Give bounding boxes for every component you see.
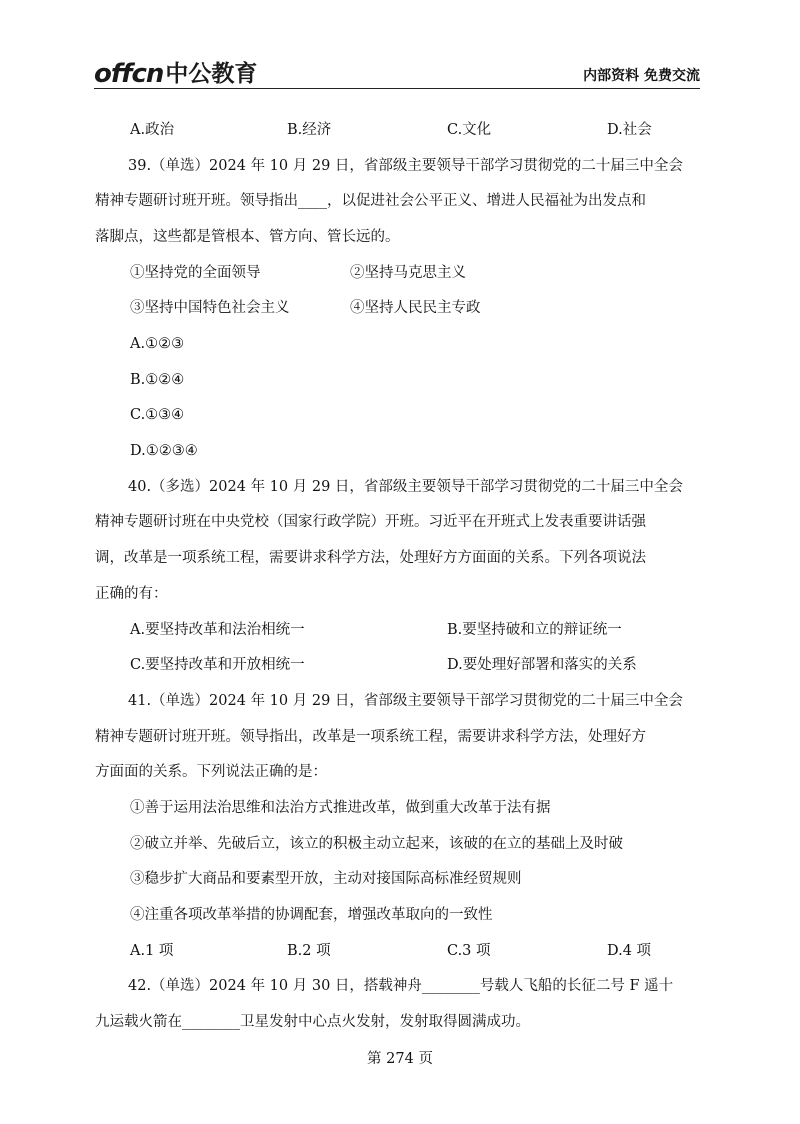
q39-line-2: 精神专题研讨班开班。领导指出____，以促进社会公平正义、增进人民福祉为出发点和 [95, 193, 646, 209]
q39-option-b: B.①②④ [130, 372, 185, 388]
q39-line-3: 落脚点，这些都是管根本、管方向、管长远的。 [95, 229, 400, 245]
q39-line-1: 39.（单选）2024 年 10 月 29 日，省部级主要领导干部学习贯彻党的二十届三中全会 [128, 158, 683, 174]
q39-item-1: ①坚持党的全面领导 [130, 265, 261, 281]
offcn-logo [94, 58, 257, 88]
q40-option-d: D.要处理好部署和落实的关系 [447, 657, 637, 673]
logo-en-text: offcn [94, 59, 164, 89]
q40-line-4: 正确的有： [95, 586, 168, 602]
q42-line-1: 42.（单选）2024 年 10 月 30 日，搭载神舟________号载人飞船的长征二号 F 遥十 [128, 978, 674, 994]
header-note: 内部资料 免费交流 [583, 68, 700, 84]
q40-option-c: C.要坚持改革和开放相统一 [130, 657, 305, 673]
q41-option-a: A.1 项 [130, 943, 174, 959]
q41-item-3: ③稳步扩大商品和要素型开放，主动对接国际高标准经贸规则 [130, 871, 522, 887]
q38-option-a: A.政治 [130, 122, 175, 138]
q39-option-c: C.①③④ [130, 407, 185, 423]
q39-item-3: ③坚持中国特色社会主义 [130, 300, 290, 316]
q40-line-2: 精神专题研讨班在中央党校（国家行政学院）开班。习近平在开班式上发表重要讲话强 [95, 514, 646, 530]
q39-option-d: D.①②③④ [130, 443, 198, 459]
q41-item-2: ②破立并举、先破后立，该立的积极主动立起来，该破的在立的基础上及时破 [130, 836, 623, 852]
q41-item-1: ①善于运用法治思维和法治方式推进改革，做到重大改革于法有据 [130, 800, 551, 816]
q41-line-1: 41.（单选）2024 年 10 月 29 日，省部级主要领导干部学习贯彻党的二十届三中全会 [128, 693, 683, 709]
q41-line-3: 方面面的关系。下列说法正确的是： [95, 764, 327, 780]
q42-line-2: 九运载火箭在________卫星发射中心点火发射，发射取得圆满成功。 [95, 1014, 530, 1030]
q41-option-b: B.2 项 [287, 943, 331, 959]
q40-line-3: 调，改革是一项系统工程，需要讲求科学方法，处理好方方面面的关系。下列各项说法 [95, 550, 646, 566]
q38-option-d: D.社会 [607, 122, 652, 138]
q40-option-b: B.要坚持破和立的辩证统一 [447, 622, 622, 638]
q41-item-4: ④注重各项改革举措的协调配套，增强改革取向的一致性 [130, 907, 493, 923]
q39-option-a: A.①②③ [130, 336, 185, 352]
q39-item-4: ④坚持人民民主专政 [350, 300, 481, 316]
q41-line-2: 精神专题研讨班开班。领导指出，改革是一项系统工程，需要讲求科学方法，处理好方 [95, 729, 646, 745]
q38-option-b: B.经济 [287, 122, 332, 138]
q40-option-a: A.要坚持改革和法治相统一 [130, 622, 305, 638]
logo-cn-text: 中公教育 [165, 61, 258, 87]
q41-option-c: C.3 项 [447, 943, 491, 959]
q39-item-2: ②坚持马克思主义 [350, 265, 466, 281]
q38-option-c: C.文化 [447, 122, 492, 138]
page-number: 第 274 页 [367, 1051, 433, 1067]
page-header [94, 56, 700, 89]
q41-option-d: D.4 项 [607, 943, 652, 959]
q40-line-1: 40.（多选）2024 年 10 月 29 日，省部级主要领导干部学习贯彻党的二十届三中全会 [128, 479, 683, 495]
